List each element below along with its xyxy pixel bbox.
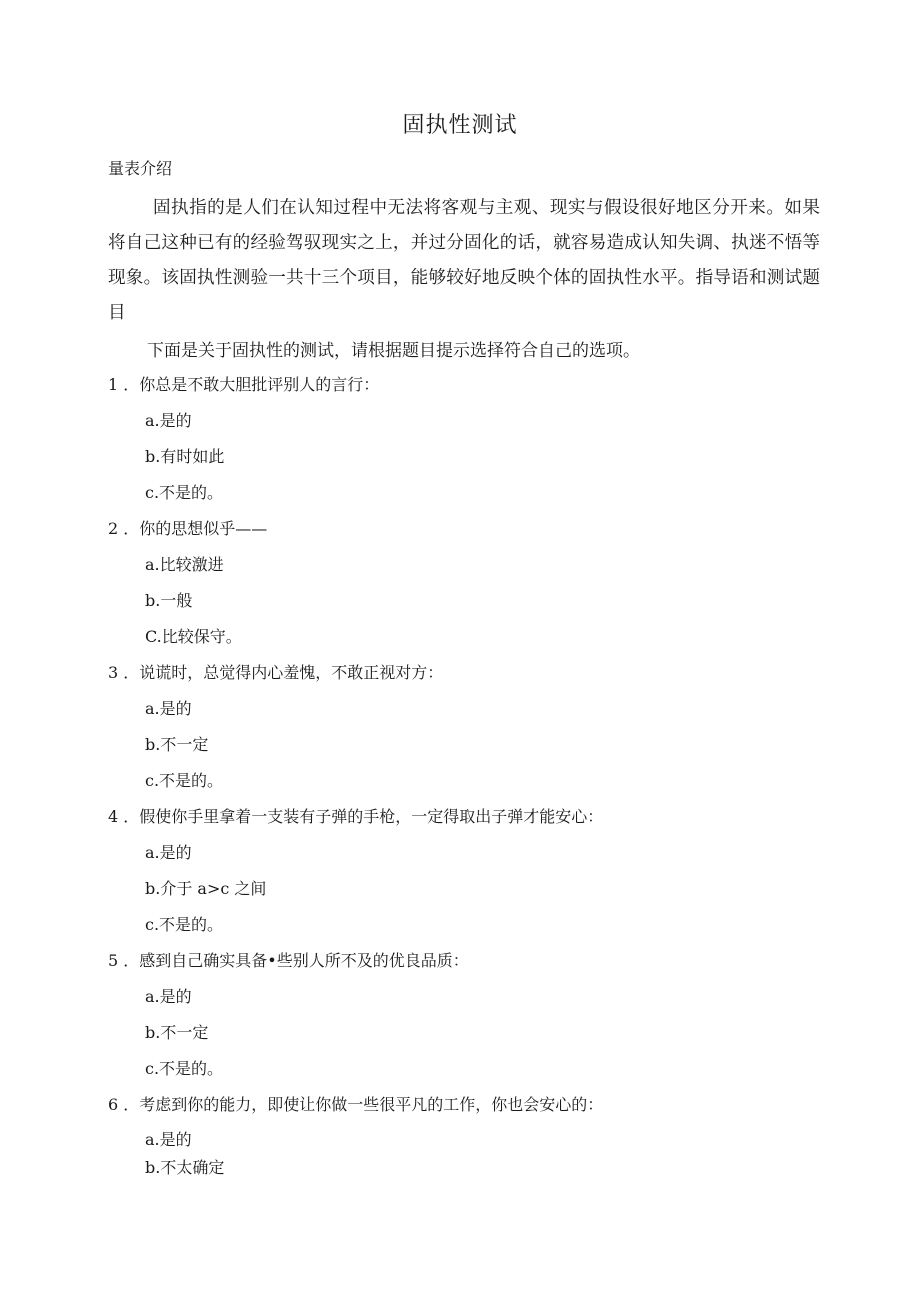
section-heading: 量表介绍 (108, 159, 173, 178)
option-b: b.有时如此 (145, 447, 225, 466)
option-a: a.是的 (145, 699, 192, 718)
option-c: c.不是的。 (145, 771, 224, 790)
question-text: 1 ．你总是不敢大胆批评别人的言行： (108, 375, 380, 394)
option-c: c.不是的。 (145, 483, 224, 502)
question-text: 2 ．你的思想似乎—— (108, 519, 268, 538)
option-c: c.不是的。 (145, 915, 224, 934)
option-a: a.是的 (145, 843, 192, 862)
question-text: 3 ．说谎时，总觉得内心羞愧，不敢正视对方： (108, 663, 444, 682)
option-b: b.不太确定 (145, 1158, 225, 1177)
option-b: b.不一定 (145, 735, 209, 754)
question-text: 5 ．感到自己确实具备•些别人所不及的优良品质： (108, 951, 469, 970)
option-a: a.是的 (145, 1130, 192, 1149)
option-c: c.不是的。 (145, 1059, 224, 1078)
document-title: 固执性测试 (402, 113, 518, 138)
instruction-text: 下面是关于固执性的测试，请根据题目提示选择符合自己的选项。 (147, 341, 640, 361)
option-a: a.比较激进 (145, 555, 224, 574)
question-text: 6 ．考虑到你的能力，即使让你做一些很平凡的工作，你也会安心的： (108, 1095, 604, 1114)
option-b: b.不一定 (145, 1023, 209, 1042)
intro-paragraph: 固执指的是人们在认知过程中无法将客观与主观、现实与假设很好地区分开来。如果将自己这种已有的经验驾驭现实之上，并过分固化的话，就容易造成认知失调、执迷不悟等现象。该固执性测验一共十三个项目，能够较好地反映个体的固执性水平。指导语和测试题目 (108, 198, 820, 323)
option-a: a.是的 (145, 411, 192, 430)
option-b: b.介于 a>c 之间 (145, 879, 267, 898)
option-b: b.一般 (145, 591, 193, 610)
question-text: 4 ．假使你手里拿着一支装有子弹的手枪，一定得取出子弹才能安心： (108, 807, 604, 826)
option-a: a.是的 (145, 987, 192, 1006)
option-c: C.比较保守。 (145, 627, 242, 646)
